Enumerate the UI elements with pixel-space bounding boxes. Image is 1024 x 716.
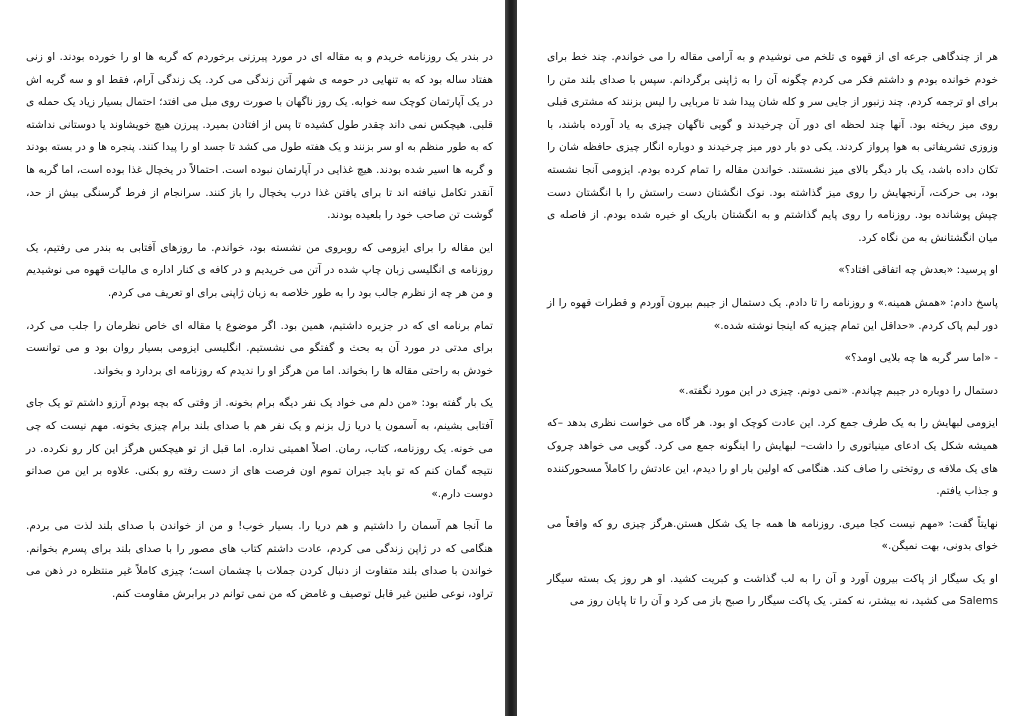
paragraph: - «اما سر گربه ها چه بلایی اومد؟» — [844, 352, 998, 365]
paragraph: پاسخ دادم: «همش همینه.» و روزنامه را تا دادم. یک دستمال از جیبم بیرون آوردم و قطرات قهوه را از دور لبم پاک کردم. «حداقل این تمام چیزیه که اینجا نوشته شده.» — [547, 296, 998, 332]
paragraph: ایزومی لبهایش را به یک طرف جمع کرد. این عادت کوچک او بود. هر گاه می خواست نظری بدهد –که همیشه شکل یک ادعای مینیاتوری را داشت– لبهایش را اینگونه جمع می کرد. گویی می خواهد چروک های یک ملافه ی روتختی را صاف کند. هنگامی که اولین بار او را دیدم، این عادتش را کاملاً مسحورکننده و جذاب یافتم. — [547, 417, 998, 498]
paragraph: هر از چندگاهی جرعه ای از قهوه ی تلخم می نوشیدم و به آرامی مقاله را می خواندم. چند خط برای خودم خوانده بودم و داشتم فکر می کردم چگونه آن را به ژاپنی برگردانم. سپس با صدای بلند متن را برای او ترجمه کردم. چند زنبور از جایی سر و کله شان پیدا شد تا مربایی را لیس بزنند که مشتری قبلی روی میز ریخته بود. آنها چند لحظه ای دور آن چرخیدند و گویی ناگهان چیزی به یاد آورده باشند، با وزوزی تشریفاتی به هوا پرواز کردند. یکی دو بار دور میز چرخیدند و دوباره انگار چیزی حافظه شان را تکان داده باشد، یک بار دیگر بالای میز نشستند. خواندن مقاله را تمام کرده بودم. ایزومی آنجا نشسته بود، بی حرکت، آرنجهایش را روی میز گذاشته بود. نوک انگشتان دست راستش را با انگشتان دست چپش پوشانده بود. روزنامه را روی پایم گذاشتم و به انگشتان باریک او خیره شده بودم. از فاصله ی میان انگشتانش به من نگاه کرد. — [547, 51, 998, 244]
paragraph: ما آنجا هم آسمان را داشتیم و هم دریا را. بسیار خوب! و من از خواندن با صدای بلند لذت می بردم. هنگامی که در ژاپن زندگی می کردم، عادت داشتم کتاب های مصور را با صدای بلند برای پسرم بخوانم. خواندن با صدای بلند متفاوت از دنبال کردن جملات با چشمان است؛ چیزی کاملاً غیر منتظره در ذهن می تراود، نوعی طنین غیر قابل توصیف و غامض که من نمی توانم در برابرش مقاومت کنم. — [26, 520, 493, 601]
left-page — [0, 0, 505, 716]
paragraph: در بندر یک روزنامه خریدم و به مقاله ای در مورد پیرزنی برخوردم که گربه ها او را خورده بودند. او زنی هفتاد ساله بود که به تنهایی در حومه ی شهر آتن زندگی می کرد. یک زندگی آرام، فقط او و سه گربه اش در یک آپارتمان کوچک سه خوابه. یک روز ناگهان با صورت روی مبل می افتد؛ احتمال بسیار زیاد یک حمله ی قلبی. هیچکس نمی داند چقدر طول کشیده تا پس از افتادن بمیرد. پیرزن هیچ خویشاوند یا دوستانی نداشته که به طور منظم به او سر بزنند و یک هفته طول می کشد تا جسد او را پیدا کنند. پنجره ها و در بسته بودند و گربه ها اسیر شده بودند. هیچ غذایی در آپارتمان نبوده است. احتمالاً در یخچال غذا بوده است، اما گربه ها آنقدر تکامل نیافته اند تا برای یافتن غذا درب یخچال را باز کنند. سرانجام از فرط گرسنگی بیش از حد، گوشت تن صاحب خود را بلعیده بودند. — [26, 51, 493, 222]
book-gutter — [505, 0, 517, 716]
right-page — [517, 0, 1024, 716]
paragraph: دستمال را دوباره در جیبم چپاندم. «نمی دونم. چیزی در این مورد نگفته.» — [678, 384, 998, 397]
paragraph: یک بار گفته بود: «من دلم می خواد یک نفر دیگه برام بخونه. از وقتی که بچه بودم آرزو داشتم تو یک جای آفتابی بشینم، به آسمون یا دریا زل بزنم و یک نفر هم با صدای بلند برام چیزی بخونه. مهم نیست که چی می خونه. یک روزنامه، کتاب، رمان. اصلاً اهمیتی نداره. اما قبل از تو هیچکس هرگز این کار رو نکرده. در نتیجه گمان کنم که تو باید جبران تموم اون فرصت های از دست رفته رو بکنی. علاوه بر این من صداتو دوست دارم.» — [26, 397, 493, 500]
paragraph: نهایتاً گفت: «مهم نیست کجا میری. روزنامه ها همه جا یک شکل هستن.هرگز چیزی رو که واقعاً می خوای بدونی، بهت نمیگن.» — [547, 517, 998, 553]
paragraph: او یک سیگار از پاکت بیرون آورد و آن را به لب گذاشت و کبریت کشید. او هر روز یک بسته سیگار Salems می کشید، نه بیشتر، نه کمتر. یک پاکت سیگار را صبح باز می کرد و آن را تا پایان روز می — [547, 572, 998, 608]
paragraph: او پرسید: «بعدش چه اتفاقی افتاد؟» — [838, 264, 998, 277]
paragraph: این مقاله را برای ایزومی که روبروی من نشسته بود، خواندم. ما روزهای آفتابی به بندر می رفتیم، یک روزنامه ی انگلیسی زبان چاپ شده در آتن می خریدیم و در کافه ی کنار اداره ی مالیات قهوه می نوشیدیم و من هر چه از نظرم جالب بود را به طور خلاصه به زبان ژاپنی برای او تعریف می کردم. — [26, 241, 493, 299]
paragraph: تمام برنامه ای که در جزیره داشتیم، همین بود. اگر موضوع یا مقاله ای خاص نظرمان را جلب می کرد، برای مدتی در مورد آن به بحث و گفتگو می نشستیم. انگلیسی ایزومی بسیار روان بود و می توانست خودش به راحتی مقاله ها را بخواند. اما من هرگز او را ندیدم که روزنامه ای بردارد و بخواند. — [26, 319, 493, 377]
